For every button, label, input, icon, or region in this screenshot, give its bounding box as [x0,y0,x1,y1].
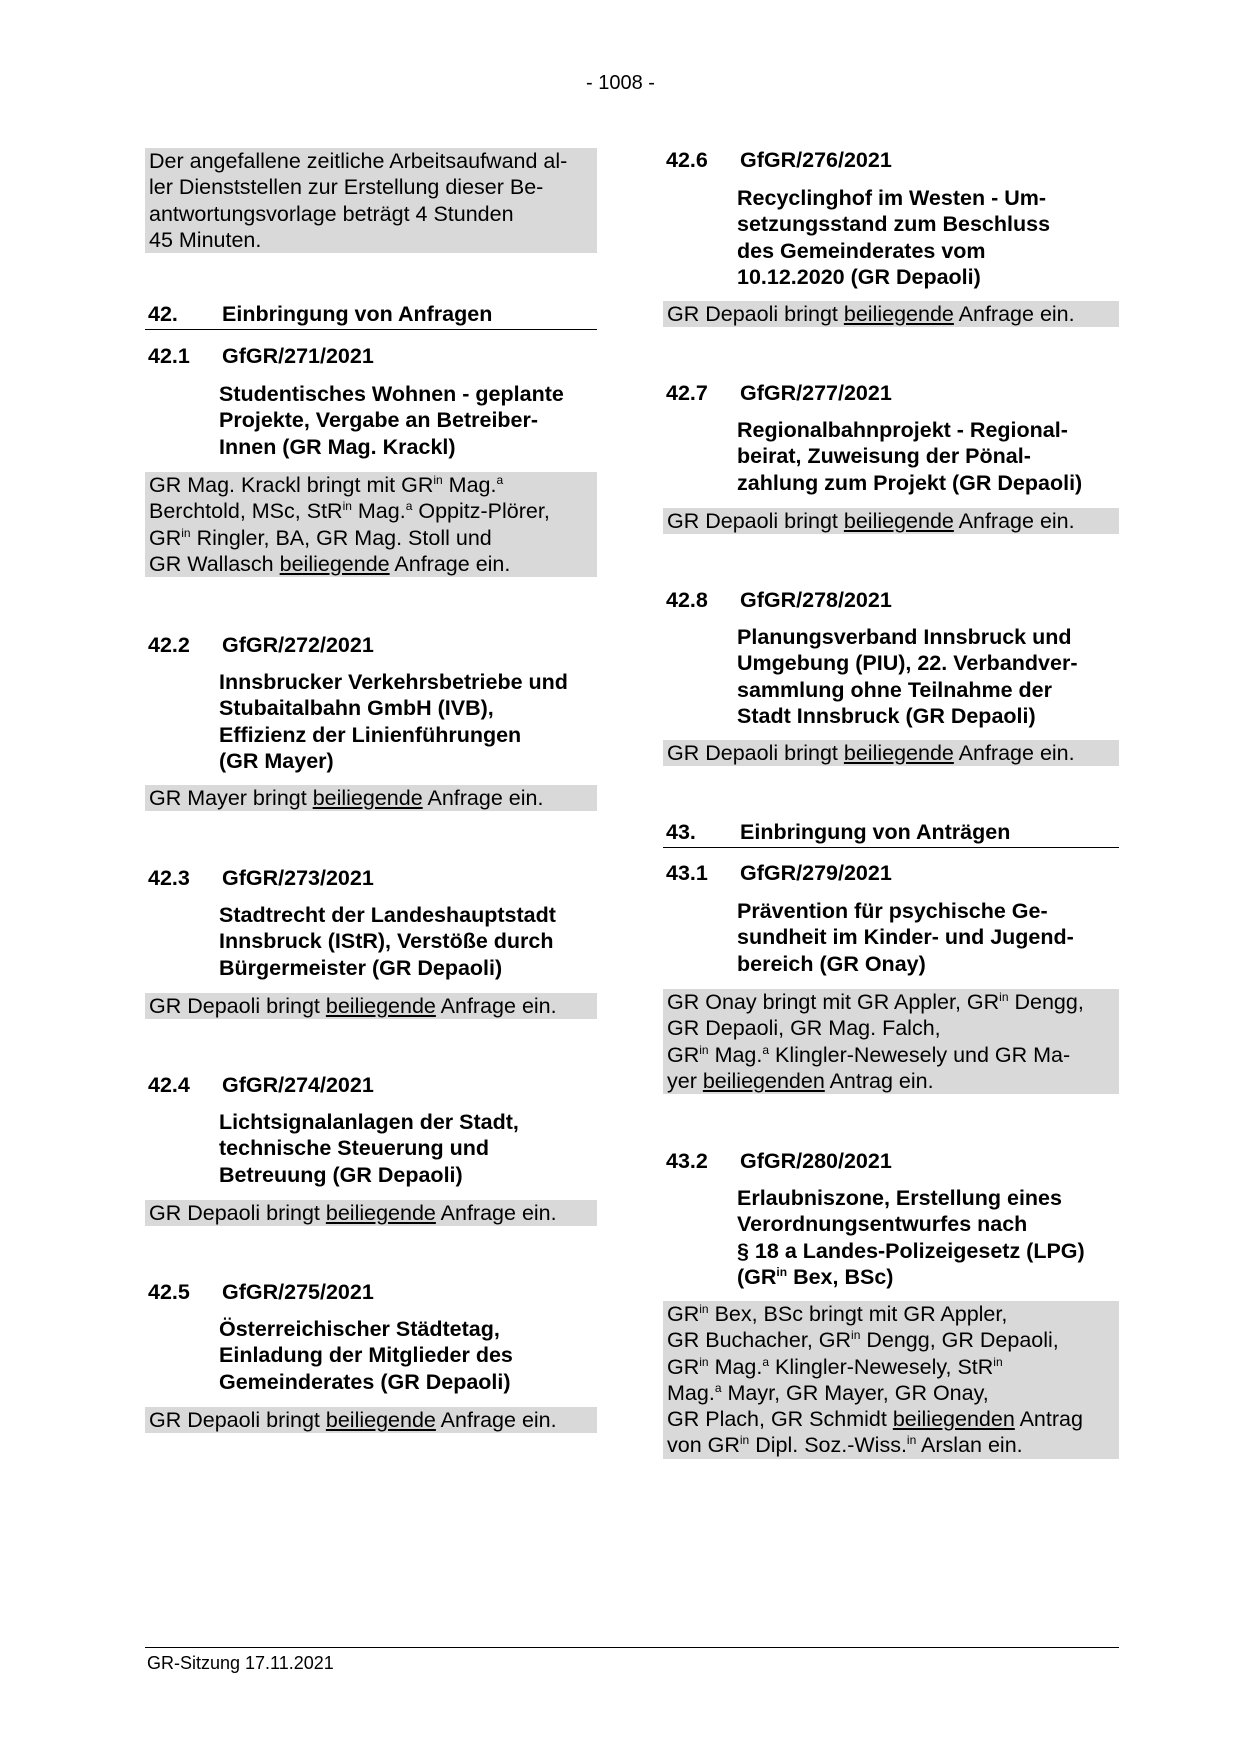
item-42-4-title: Lichtsignalanlagen der Stadt, technische Steuerung und Betreuung (GR Depaoli) [219,1110,519,1187]
item-43-1-heading: 43.1 GfGR/279/2021 [666,861,892,885]
footer-divider [145,1647,1119,1648]
item-42-4-heading: 42.4 GfGR/274/2021 [148,1073,374,1097]
item-42-2-heading: 42.2 GfGR/272/2021 [148,633,374,657]
item-42-6-text: GR Depaoli bringt beiliegende Anfrage ein. [663,301,1119,327]
item-42-8-text: GR Depaoli bringt beiliegende Anfrage ein. [663,740,1119,766]
item-43-2-title: Erlaubniszone, Erstellung eines Verordnungsentwurfes nach § 18 a Landes-Polizeigesetz (LPG) ($GR^{in}$ Bex, BSc) [737,1186,1085,1289]
item-42-6-title: Recyclinghof im Westen - Um- setzungsstand zum Beschluss des Gemeinderates vom 10.12.2020 (GR Depaoli) [737,186,1051,289]
item-42-1-heading: 42.1 GfGR/271/2021 [148,344,374,368]
item-42-5-heading: 42.5 GfGR/275/2021 [148,1280,374,1304]
item-43-1-text: GR Onay bringt mit GR Appler, $GR^{in}$ Dengg, GR Depaoli, GR Mag. Falch, $GR^{in}$ Mag.$^a$ Klingler-Newesely und GR Ma- yer beiliegenden Antrag ein. [663,989,1119,1094]
item-42-3-text: GR Depaoli bringt beiliegende Anfrage ein. [145,993,597,1019]
item-43-2-text: $GR^{in}$ Bex, BSc bringt mit GR Appler, GR Buchacher, $GR^{in}$ Dengg, GR Depaoli, $GR^{in}$ Mag.$^a$ Klingler-Newesely, StR$^{in}$ Mag.$^a$ Mayr, GR Mayer, GR Onay, GR Plach, GR Schmidt beiliegenden Antrag von $GR^{in}$ Dipl. Soz.-Wiss.$^{in}$ Arslan ein. [663,1301,1119,1459]
intro-box: Der angefallene zeitliche Arbeitsaufwand al- ler Dienststellen zur Erstellung dieser Be- antwortungsvorlage beträgt 4 Stunden 45 Minuten. [145,148,597,253]
item-42-3-heading: 42.3 GfGR/273/2021 [148,866,374,890]
item-42-5-title: Österreichischer Städtetag, Einladung der Mitglieder des Gemeinderates (GR Depaoli) [219,1317,513,1394]
item-42-1-text: GR Mag. Krackl bringt mit $GR^{in}$ Mag.$^a$ Berchtold, MSc, StR$^{in}$ Mag.$^a$ Oppitz-Plörer, $GR^{in}$ Ringler, BA, GR Mag. Stoll und GR Wallasch beiliegende Anfrage ein. [145,472,597,577]
item-42-1-title: Studentisches Wohnen - geplante Projekte, Vergabe an Betreiber- Innen (GR Mag. Krackl) [219,382,564,459]
item-43-2-heading: 43.2 GfGR/280/2021 [666,1149,892,1173]
item-42-4-text: GR Depaoli bringt beiliegende Anfrage ein. [145,1200,597,1226]
item-42-8-title: Planungsverband Innsbruck und Umgebung (PIU), 22. Verbandver- sammlung ohne Teilnahme der Stadt Innsbruck (GR Depaoli) [737,625,1078,728]
item-42-5-text: GR Depaoli bringt beiliegende Anfrage ein. [145,1407,597,1433]
item-42-8-heading: 42.8 GfGR/278/2021 [666,588,892,612]
item-42-7-title: Regionalbahnprojekt - Regional- beirat, Zuweisung der Pönal- zahlung zum Projekt (GR Depaoli) [737,418,1083,495]
item-42-3-title: Stadtrecht der Landeshauptstadt Innsbruck (IStR), Verstöße durch Bürgermeister (GR Depaoli) [219,903,556,980]
item-42-2-title: Innsbrucker Verkehrsbetriebe und Stubaitalbahn GmbH (IVB), Effizienz der Linienführungen (GR Mayer) [219,670,568,773]
item-42-2-text: GR Mayer bringt beiliegende Anfrage ein. [145,785,597,811]
page-number: - 1008 - [586,72,655,94]
item-42-6-heading: 42.6 GfGR/276/2021 [666,148,892,172]
section-42-heading: 42. Einbringung von Anfragen [145,302,597,330]
item-42-7-text: GR Depaoli bringt beiliegende Anfrage ein. [663,508,1119,534]
footer-text: GR-Sitzung 17.11.2021 [147,1653,334,1673]
item-43-1-title: Prävention für psychische Ge- sundheit im Kinder- und Jugend- bereich (GR Onay) [737,899,1074,976]
item-42-7-heading: 42.7 GfGR/277/2021 [666,381,892,405]
section-43-heading: 43. Einbringung von Anträgen [663,820,1119,848]
